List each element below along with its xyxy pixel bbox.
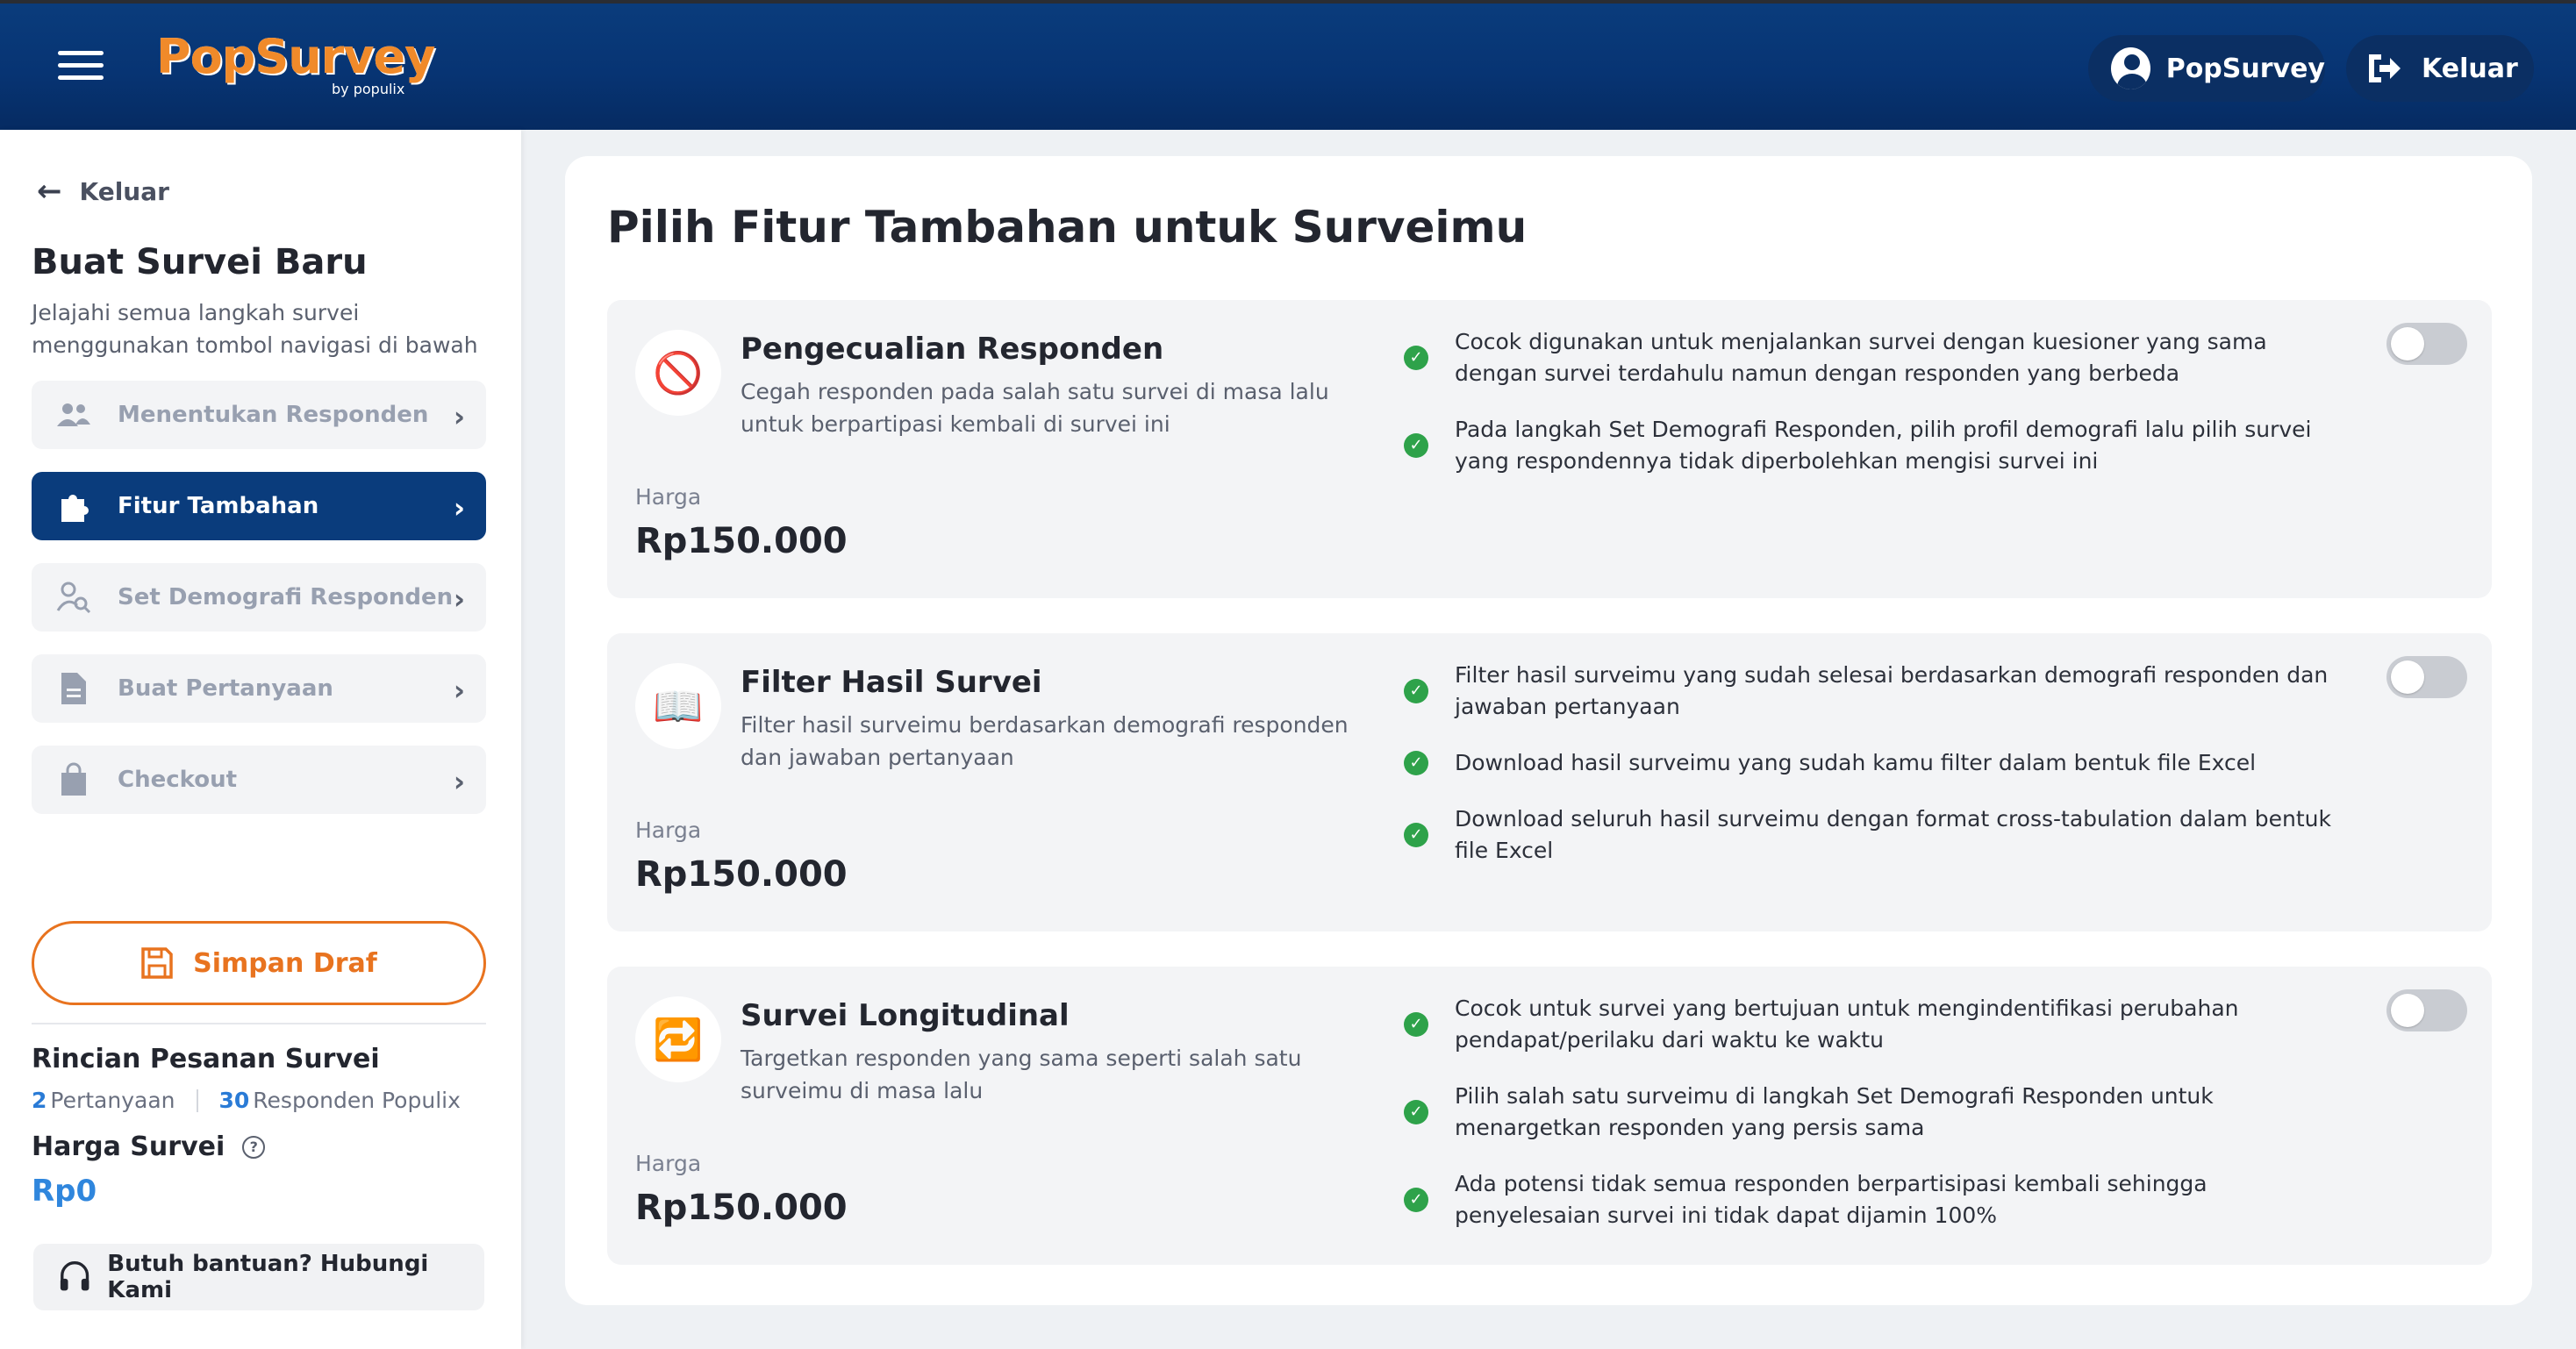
user-profile-button[interactable] <box>2088 35 2325 102</box>
feature-price-label: Harga <box>635 817 702 843</box>
step-checkout[interactable] <box>32 746 486 814</box>
step-label: Fitur Tambahan <box>118 493 319 519</box>
check-circle-icon: ✓ <box>1404 346 1428 370</box>
feature-price-label: Harga <box>635 1151 702 1176</box>
sidebar-description: Jelajahi semua langkah survei menggunakan tombol navigasi di bawah <box>32 300 478 358</box>
survey-price-value: Rp0 <box>32 1174 97 1209</box>
feature-price: Rp150.000 <box>635 521 848 561</box>
contact-help-button[interactable] <box>33 1244 484 1310</box>
logo-subtext: by populix <box>332 81 405 97</box>
respondent-count: 30 <box>218 1088 250 1113</box>
sidebar-title: Buat Survei Baru <box>32 242 368 282</box>
popsurvey-logo[interactable] <box>156 29 435 97</box>
question-mark-icon[interactable]: ? <box>242 1136 265 1159</box>
top-header <box>0 0 2576 130</box>
survey-price-text: Harga Survei <box>32 1131 225 1162</box>
benefit-text: Download seluruh hasil surveimu dengan format cross-tabulation dalam bentuk file Excel <box>1455 806 2331 863</box>
survey-price-label <box>32 1131 265 1162</box>
feature-title: Pengecualian Responden <box>741 332 1164 367</box>
feature-card-survei-longitudinal <box>607 967 2492 1265</box>
stat-separator <box>197 1089 198 1112</box>
save-draft-button[interactable] <box>32 921 486 1005</box>
feature-price: Rp150.000 <box>635 1188 848 1228</box>
repeat-icon: 🔁 <box>635 996 721 1082</box>
benefit-item <box>1404 326 2334 389</box>
logout-label: Keluar <box>2422 53 2518 84</box>
step-fitur-tambahan[interactable] <box>32 472 486 540</box>
document-icon <box>56 671 91 706</box>
feature-title: Survei Longitudinal <box>741 998 1070 1033</box>
benefit-text: Pilih salah satu surveimu di langkah Set Demografi Responden untuk menargetkan responden yang persis sama <box>1455 1083 2214 1140</box>
page-title: Pilih Fitur Tambahan untuk Surveimu <box>607 202 1528 253</box>
bag-icon <box>56 762 91 797</box>
step-label: Menentukan Responden <box>118 402 429 428</box>
main-content <box>565 156 2532 1305</box>
user-avatar-icon <box>2111 47 2150 89</box>
benefit-item <box>1404 1081 2334 1144</box>
step-menentukan-responden[interactable] <box>32 381 486 449</box>
order-summary-title: Rincian Pesanan Survei <box>32 1044 380 1074</box>
arrow-left-icon: ← <box>37 174 62 209</box>
sidebar <box>0 130 521 1349</box>
check-circle-icon: ✓ <box>1404 433 1428 458</box>
respondent-label: Responden Populix <box>253 1088 461 1113</box>
check-circle-icon: ✓ <box>1404 1012 1428 1037</box>
save-draft-label: Simpan Draf <box>193 947 377 979</box>
enable-feature-toggle[interactable] <box>2386 989 2467 1031</box>
benefit-text: Download hasil surveimu yang sudah kamu filter dalam bentuk file Excel <box>1455 750 2257 775</box>
benefit-item <box>1404 803 2334 867</box>
no-entry-icon: 🚫 <box>635 330 721 416</box>
step-label: Buat Pertanyaan <box>118 675 333 702</box>
step-buat-pertanyaan[interactable] <box>32 654 486 723</box>
check-circle-icon: ✓ <box>1404 1100 1428 1124</box>
benefit-text: Ada potensi tidak semua responden berpartisipasi kembali sehingga penyelesaian survei ini tidak dapat dijamin 100% <box>1455 1171 2207 1228</box>
chevron-right-icon: › <box>453 491 465 525</box>
feature-benefits-list <box>1404 993 2334 1256</box>
hamburger-menu-icon[interactable] <box>58 51 104 89</box>
user-name-label: PopSurvey <box>2165 53 2325 84</box>
enable-feature-toggle[interactable] <box>2386 323 2467 365</box>
puzzle-icon <box>56 489 91 524</box>
feature-price: Rp150.000 <box>635 854 848 895</box>
step-navigation <box>32 381 486 837</box>
benefit-item <box>1404 993 2334 1056</box>
open-book-icon: 📖 <box>635 663 721 749</box>
feature-subtitle: Cegah responden pada salah satu survei di masa lalu untuk berpartipasi kembali di survei ini <box>741 379 1329 437</box>
logo-text: PopSurvey <box>156 29 435 84</box>
benefit-item <box>1404 660 2334 723</box>
back-link-label: Keluar <box>79 176 169 206</box>
feature-subtitle: Filter hasil surveimu berdasarkan demografi responden dan jawaban pertanyaan <box>741 712 1349 770</box>
back-link[interactable] <box>37 174 169 209</box>
feature-benefits-list <box>1404 326 2334 502</box>
benefit-text: Pada langkah Set Demografi Responden, pilih profil demografi lalu pilih survei yang respondennya tidak diperbolehkan mengisi survei ini <box>1455 417 2312 474</box>
step-label: Set Demografi Responden <box>118 584 454 610</box>
logout-icon <box>2365 51 2402 86</box>
check-circle-icon: ✓ <box>1404 823 1428 847</box>
order-summary-stats <box>32 1088 461 1113</box>
check-circle-icon: ✓ <box>1404 751 1428 775</box>
headset-icon <box>58 1260 91 1295</box>
feature-subtitle: Targetkan responden yang sama seperti salah satu surveimu di masa lalu <box>741 1046 1302 1103</box>
chevron-right-icon: › <box>453 765 465 798</box>
enable-feature-toggle[interactable] <box>2386 656 2467 698</box>
feature-title: Filter Hasil Survei <box>741 665 1042 700</box>
chevron-right-icon: › <box>453 674 465 707</box>
logout-button[interactable] <box>2346 35 2534 102</box>
check-circle-icon: ✓ <box>1404 1188 1428 1212</box>
benefit-text: Cocok digunakan untuk menjalankan survei dengan kuesioner yang sama dengan survei terdahulu namun dengan responden yang berbeda <box>1455 329 2267 386</box>
chevron-right-icon: › <box>453 582 465 616</box>
feature-card-filter-hasil-survei <box>607 633 2492 931</box>
check-circle-icon: ✓ <box>1404 679 1428 703</box>
contact-help-label: Butuh bantuan? Hubungi Kami <box>107 1251 429 1303</box>
benefit-item <box>1404 747 2334 779</box>
person-search-icon <box>56 580 91 615</box>
benefit-item <box>1404 414 2334 477</box>
feature-benefits-list <box>1404 660 2334 891</box>
feature-price-label: Harga <box>635 484 702 510</box>
floppy-disk-icon <box>140 946 174 980</box>
step-set-demografi-responden[interactable] <box>32 563 486 632</box>
question-count: 2 <box>32 1088 47 1113</box>
benefit-item <box>1404 1168 2334 1231</box>
benefit-text: Filter hasil surveimu yang sudah selesai berdasarkan demografi responden dan jawaban pertanyaan <box>1455 662 2329 719</box>
feature-card-pengecualian-responden <box>607 300 2492 598</box>
chevron-right-icon: › <box>453 400 465 433</box>
question-label: Pertanyaan <box>50 1088 175 1113</box>
people-icon <box>56 397 91 432</box>
step-label: Checkout <box>118 767 238 793</box>
divider <box>32 1023 486 1024</box>
benefit-text: Cocok untuk survei yang bertujuan untuk mengindentifikasi perubahan pendapat/perilaku dari waktu ke waktu <box>1455 996 2239 1053</box>
